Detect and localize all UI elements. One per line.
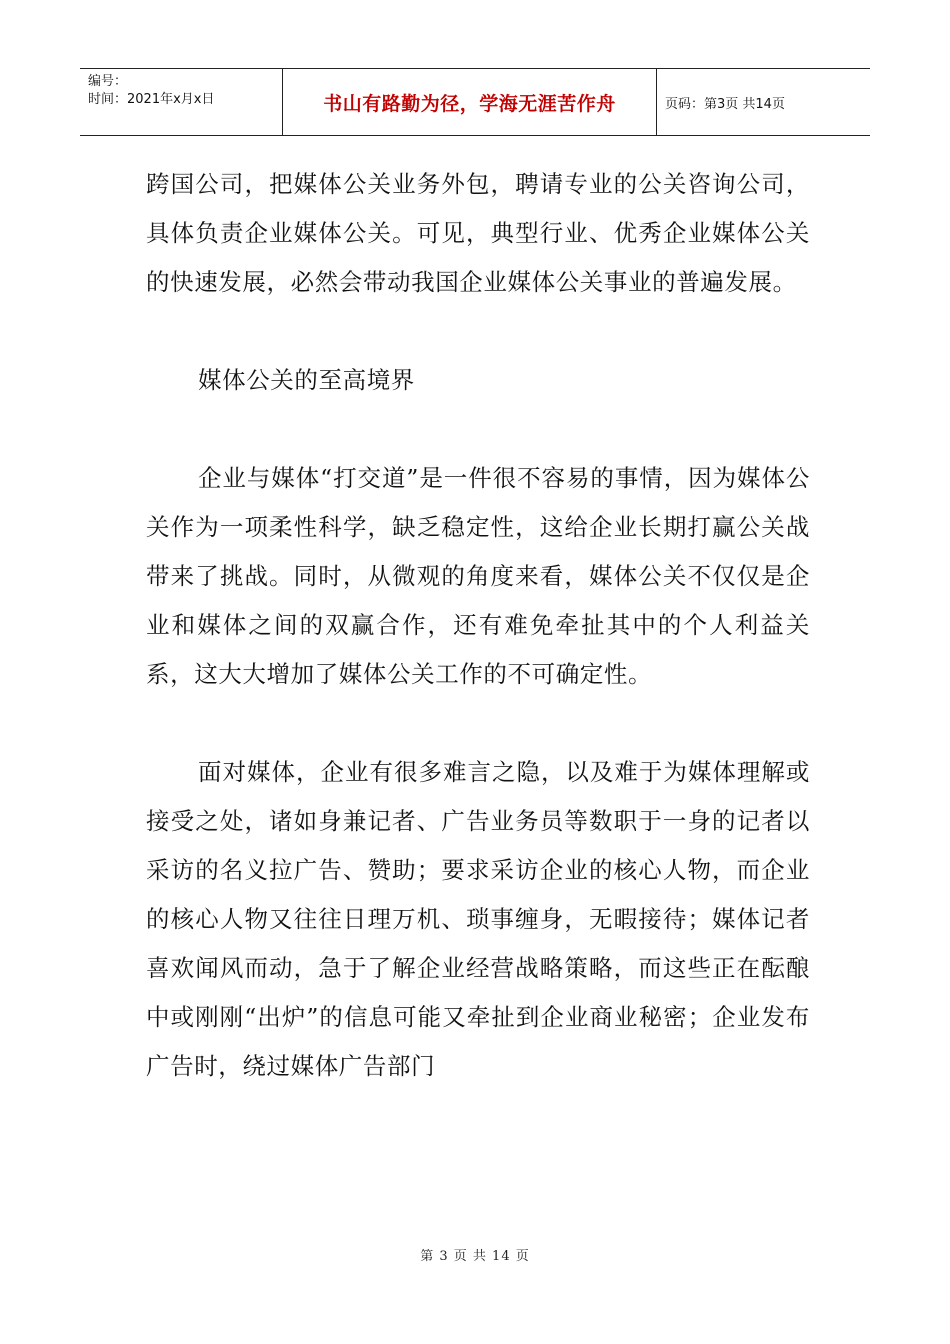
page-footer: 第 3 页 共 14 页: [420, 1249, 530, 1264]
paragraph-gap: [146, 307, 810, 356]
section-heading: 媒体公关的至高境界: [198, 366, 415, 394]
paragraph-1: 跨国公司，把媒体公关业务外包，聘请专业的公关咨询公司，具体负责企业媒体公关。可见，典型行业、优秀企业媒体公关的快速发展，必然会带动我国企业媒体公关事业的普遍发展。: [146, 170, 810, 296]
paragraph-gap: [146, 405, 810, 454]
time-label: 时间：2021年x月x日: [88, 92, 215, 107]
body-content: [146, 160, 810, 1091]
paragraph-3: 面对媒体，企业有很多难言之隐，以及难于为媒体理解或接受之处，诸如身兼记者、广告业务员等数职于一身的记者以采访的名义拉广告、赞助；要求采访企业的核心人物，而企业的核心人物又往往日理万机、琐事缠身，无暇接待；媒体记者喜欢闻风而动，急于了解企业经营战略策略，而这些正在酝酿中或刚刚“出炉”的信息可能又牵扯到企业商业秘密；企业发布广告时，绕过媒体广告部门: [146, 758, 810, 1080]
header-meta: [80, 69, 282, 135]
page-header: [80, 68, 870, 136]
header-page-info: 页码：第3页 共14页: [665, 96, 785, 112]
header-motto: 书山有路勤为径，学海无涯苦作舟: [282, 69, 657, 135]
number-label: 编号：: [88, 74, 128, 89]
paragraph-2: 企业与媒体“打交道”是一件很不容易的事情，因为媒体公关作为一项柔性科学，缺乏稳定性，这给企业长期打赢公关战带来了挑战。同时，从微观的角度来看，媒体公关不仅仅是企业和媒体之间的双赢合作，还有难免牵扯其中的个人利益关系，这大大增加了媒体公关工作的不可确定性。: [146, 464, 810, 688]
paragraph-gap: [146, 699, 810, 748]
